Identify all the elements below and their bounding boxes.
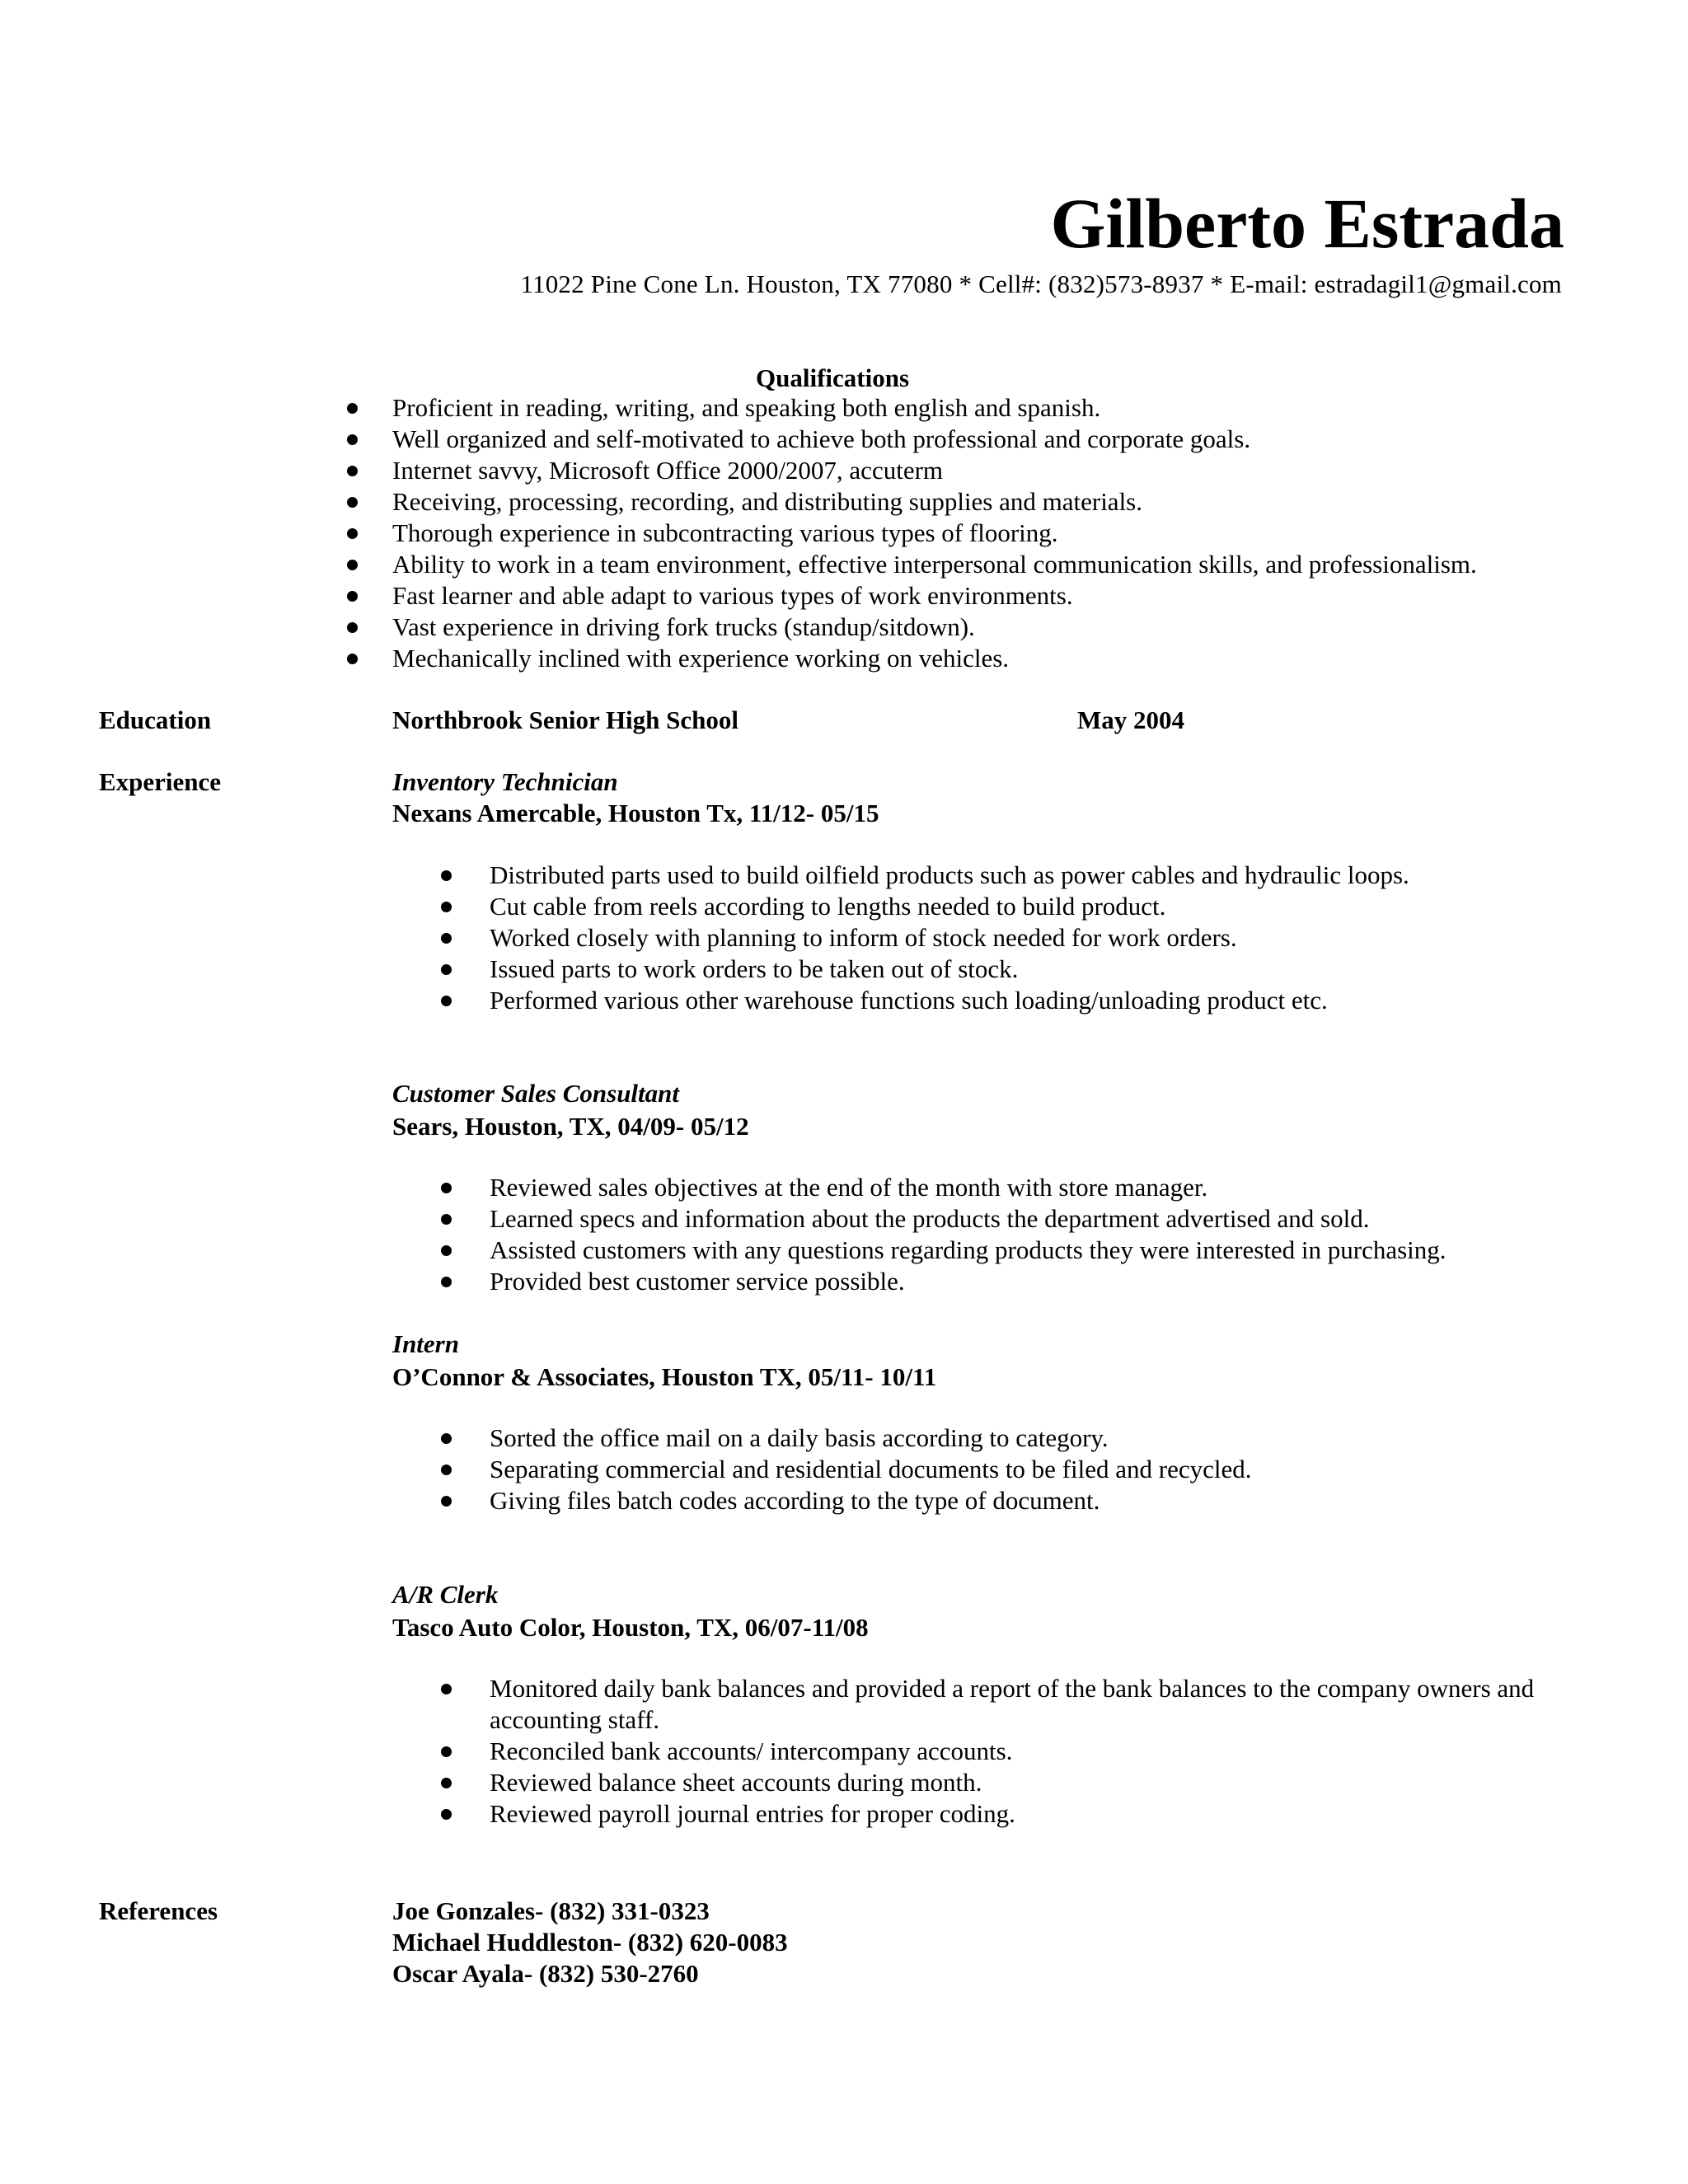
reference-item: Oscar Ayala- (832) 530-2760 [392, 1959, 699, 1988]
bullet-icon [347, 497, 358, 508]
bullet-icon [347, 434, 358, 445]
bullet-icon [441, 1245, 452, 1256]
job-title: Intern [392, 1329, 459, 1358]
job-title: Customer Sales Consultant [392, 1079, 680, 1108]
list-item: Vast experience in driving fork trucks (standup/sitdown). [392, 612, 1678, 643]
list-item: Worked closely with planning to inform of stock needed for work orders. [490, 922, 1685, 954]
references-label: References [99, 1896, 218, 1925]
list-item: Assisted customers with any questions regarding products they were interested in purchasing. [490, 1235, 1685, 1266]
qualifications-heading: Qualifications [756, 363, 910, 392]
education-label: Education [99, 705, 212, 734]
bullet-icon [347, 403, 358, 414]
list-item: Mechanically inclined with experience working on vehicles. [392, 643, 1678, 674]
list-item: Reconciled bank accounts/ intercompany accounts. [490, 1736, 1561, 1767]
list-item: Ability to work in a team environment, effective interpersonal communication skills, and professionalism. [392, 549, 1678, 580]
list-item: Reviewed balance sheet accounts during month. [490, 1767, 1561, 1798]
bullet-icon [441, 1465, 452, 1475]
bullet-icon [347, 466, 358, 476]
bullet-icon [441, 1214, 452, 1225]
bullet-icon [441, 1496, 452, 1507]
bullet-icon [441, 996, 452, 1006]
list-item: Separating commercial and residential documents to be filed and recycled. [490, 1454, 1685, 1485]
job-duties-list [490, 860, 1685, 1016]
graduation-date: May 2004 [1077, 705, 1185, 734]
bullet-icon [441, 1433, 452, 1444]
bullet-icon [347, 560, 358, 570]
experience-label: Experience [99, 767, 222, 796]
list-item: Monitored daily bank balances and provided a report of the bank balances to the company owners and accounting staff. [490, 1673, 1561, 1736]
bullet-icon [441, 1684, 452, 1694]
list-item: Performed various other warehouse functions such loading/unloading product etc. [490, 985, 1685, 1016]
bullet-icon [441, 933, 452, 944]
list-item: Fast learner and able adapt to various types of work environments. [392, 580, 1678, 612]
list-item: Issued parts to work orders to be taken out of stock. [490, 954, 1685, 985]
list-item: Distributed parts used to build oilfield products such as power cables and hydraulic loops. [490, 860, 1685, 891]
bullet-icon [347, 654, 358, 664]
list-item: Reviewed sales objectives at the end of the month with store manager. [490, 1172, 1685, 1203]
contact-info: 11022 Pine Cone Ln. Houston, TX 77080 * Cell#: (832)573-8937 * E-mail: estradagil1@gmail.com [520, 269, 1562, 298]
list-item: Reviewed payroll journal entries for proper coding. [490, 1798, 1561, 1830]
job-title: A/R Clerk [392, 1580, 499, 1609]
list-item: Receiving, processing, recording, and distributing supplies and materials. [392, 486, 1678, 518]
job-title: Inventory Technician [392, 767, 618, 796]
list-item: Internet savvy, Microsoft Office 2000/2007, accuterm [392, 455, 1678, 486]
list-item: Giving files batch codes according to the type of document. [490, 1485, 1685, 1516]
bullet-icon [441, 870, 452, 881]
job-duties-list [490, 1673, 1561, 1830]
list-item: Sorted the office mail on a daily basis according to category. [490, 1422, 1685, 1454]
list-item: Cut cable from reels according to lengths needed to build product. [490, 891, 1685, 922]
list-item: Provided best customer service possible. [490, 1266, 1685, 1297]
bullet-icon [441, 964, 452, 975]
bullet-icon [347, 528, 358, 539]
job-company: Nexans Amercable, Houston Tx, 11/12- 05/15 [392, 799, 879, 827]
list-item: Proficient in reading, writing, and speaking both english and spanish. [392, 392, 1678, 424]
bullet-icon [347, 591, 358, 602]
bullet-icon [441, 902, 452, 912]
job-company: Sears, Houston, TX, 04/09- 05/12 [392, 1112, 749, 1141]
job-duties-list [490, 1422, 1685, 1516]
list-item: Thorough experience in subcontracting various types of flooring. [392, 518, 1678, 549]
list-item: Learned specs and information about the products the department advertised and sold. [490, 1203, 1685, 1235]
bullet-icon [441, 1778, 452, 1788]
job-duties-list [490, 1172, 1685, 1297]
bullet-icon [441, 1809, 452, 1820]
bullet-icon [441, 1746, 452, 1757]
bullet-icon [347, 622, 358, 633]
bullet-icon [441, 1277, 452, 1287]
reference-item: Joe Gonzales- (832) 331-0323 [392, 1896, 710, 1925]
qualifications-list [392, 392, 1678, 674]
bullet-icon [441, 1183, 452, 1193]
school-name: Northbrook Senior High School [392, 705, 739, 734]
job-company: Tasco Auto Color, Houston, TX, 06/07-11/08 [392, 1613, 869, 1642]
candidate-name: Gilberto Estrada [1050, 184, 1564, 263]
job-company: O’Connor & Associates, Houston TX, 05/11- 10/11 [392, 1362, 937, 1391]
reference-item: Michael Huddleston- (832) 620-0083 [392, 1928, 788, 1957]
list-item: Well organized and self-motivated to achieve both professional and corporate goals. [392, 424, 1678, 455]
